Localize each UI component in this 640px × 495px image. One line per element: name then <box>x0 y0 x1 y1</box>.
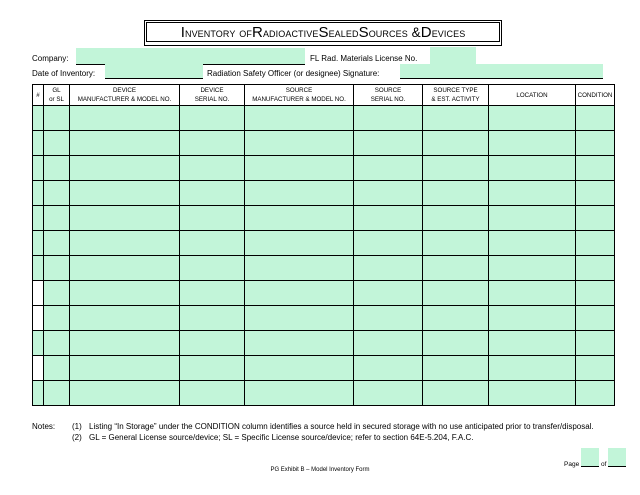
source-manufacturer-cell[interactable] <box>245 331 354 356</box>
source-type-cell[interactable] <box>423 206 489 231</box>
row-number-cell <box>33 281 44 306</box>
table-row <box>33 281 615 306</box>
gl-sl-cell[interactable] <box>44 281 70 306</box>
notes-label: Notes: <box>32 422 56 431</box>
page-total-field[interactable] <box>608 448 626 467</box>
condition-cell[interactable] <box>576 106 615 131</box>
condition-cell[interactable] <box>576 181 615 206</box>
gl-sl-cell[interactable] <box>44 231 70 256</box>
source-type-cell[interactable] <box>423 281 489 306</box>
gl-sl-cell[interactable] <box>44 306 70 331</box>
source-type-cell[interactable] <box>423 181 489 206</box>
condition-cell[interactable] <box>576 256 615 281</box>
location-cell[interactable] <box>489 156 576 181</box>
date-field[interactable] <box>105 64 203 79</box>
condition-cell[interactable] <box>576 381 615 406</box>
device-manufacturer-cell[interactable] <box>70 156 180 181</box>
col-header-gl-sl: GL or SL <box>44 85 70 106</box>
source-type-cell[interactable] <box>423 381 489 406</box>
company-field[interactable] <box>76 48 305 65</box>
location-cell[interactable] <box>489 281 576 306</box>
device-serial-cell[interactable] <box>180 256 245 281</box>
col-header-number: # <box>33 85 44 106</box>
location-cell[interactable] <box>489 356 576 381</box>
device-serial-cell[interactable] <box>180 356 245 381</box>
source-type-cell[interactable] <box>423 331 489 356</box>
col-header-condition: CONDITION <box>576 85 615 106</box>
device-serial-cell[interactable] <box>180 306 245 331</box>
device-manufacturer-cell[interactable] <box>70 106 180 131</box>
gl-sl-cell[interactable] <box>44 256 70 281</box>
device-manufacturer-cell[interactable] <box>70 381 180 406</box>
condition-cell[interactable] <box>576 356 615 381</box>
note-2-number: (2) <box>72 433 82 442</box>
location-cell[interactable] <box>489 206 576 231</box>
device-serial-cell[interactable] <box>180 131 245 156</box>
page-of-label: of <box>601 461 607 468</box>
row-number-cell <box>33 381 44 406</box>
row-number-cell <box>33 156 44 181</box>
source-manufacturer-cell[interactable] <box>245 106 354 131</box>
date-label: Date of Inventory: <box>32 69 96 78</box>
table-row <box>33 231 615 256</box>
col-header-device-serial: DEVICE SERIAL NO. <box>180 85 245 106</box>
condition-cell[interactable] <box>576 306 615 331</box>
condition-cell[interactable] <box>576 231 615 256</box>
condition-cell[interactable] <box>576 131 615 156</box>
device-manufacturer-cell[interactable] <box>70 331 180 356</box>
source-serial-cell[interactable] <box>354 231 423 256</box>
footer-caption: PG Exhibit B – Model Inventory Form <box>270 467 370 473</box>
row-number-cell <box>33 231 44 256</box>
location-cell[interactable] <box>489 181 576 206</box>
location-cell[interactable] <box>489 306 576 331</box>
condition-cell[interactable] <box>576 281 615 306</box>
row-number-cell <box>33 306 44 331</box>
location-cell[interactable] <box>489 231 576 256</box>
rso-signature-label: Radiation Safety Officer (or designee) Signature: <box>207 69 380 78</box>
location-cell[interactable] <box>489 106 576 131</box>
device-manufacturer-cell[interactable] <box>70 281 180 306</box>
source-type-cell[interactable] <box>423 356 489 381</box>
row-number-cell <box>33 106 44 131</box>
source-serial-cell[interactable] <box>354 331 423 356</box>
col-header-source-serial: SOURCE SERIAL NO. <box>354 85 423 106</box>
row-number-cell <box>33 206 44 231</box>
gl-sl-cell[interactable] <box>44 331 70 356</box>
page-number-field[interactable] <box>581 448 599 467</box>
table-row <box>33 306 615 331</box>
table-row <box>33 381 615 406</box>
gl-sl-cell[interactable] <box>44 156 70 181</box>
source-type-cell[interactable] <box>423 306 489 331</box>
device-serial-cell[interactable] <box>180 181 245 206</box>
location-cell[interactable] <box>489 381 576 406</box>
source-serial-cell[interactable] <box>354 356 423 381</box>
condition-cell[interactable] <box>576 156 615 181</box>
form-title-box <box>144 20 502 46</box>
note-1: Listing “In Storage” under the CONDITION column identifies a source held in secured storage with no use anticipated prior to transfer/disposal. <box>89 422 594 431</box>
note-2: GL = General License source/device; SL = Specific License source/device; refer to section 64E-5.204, F.A.C. <box>89 433 474 442</box>
source-serial-cell[interactable] <box>354 281 423 306</box>
source-serial-cell[interactable] <box>354 106 423 131</box>
device-serial-cell[interactable] <box>180 331 245 356</box>
device-serial-cell[interactable] <box>180 106 245 131</box>
page-label: Page <box>564 461 580 468</box>
device-serial-cell[interactable] <box>180 381 245 406</box>
source-serial-cell[interactable] <box>354 156 423 181</box>
gl-sl-cell[interactable] <box>44 106 70 131</box>
device-serial-cell[interactable] <box>180 231 245 256</box>
location-cell[interactable] <box>489 331 576 356</box>
row-number-cell <box>33 256 44 281</box>
license-label: FL Rad. Materials License No. <box>310 54 418 63</box>
gl-sl-cell[interactable] <box>44 131 70 156</box>
gl-sl-cell[interactable] <box>44 356 70 381</box>
device-serial-cell[interactable] <box>180 156 245 181</box>
note-1-number: (1) <box>72 422 82 431</box>
device-manufacturer-cell[interactable] <box>70 181 180 206</box>
device-manufacturer-cell[interactable] <box>70 306 180 331</box>
source-serial-cell[interactable] <box>354 256 423 281</box>
gl-sl-cell[interactable] <box>44 381 70 406</box>
source-serial-cell[interactable] <box>354 181 423 206</box>
col-header-source-manufacturer: SOURCE MANUFACTURER & MODEL NO. <box>245 85 354 106</box>
source-manufacturer-cell[interactable] <box>245 181 354 206</box>
col-header-source-type: SOURCE TYPE & EST. ACTIVITY <box>423 85 489 106</box>
table-row <box>33 331 615 356</box>
condition-cell[interactable] <box>576 206 615 231</box>
device-manufacturer-cell[interactable] <box>70 206 180 231</box>
company-label: Company: <box>32 54 69 63</box>
source-serial-cell[interactable] <box>354 306 423 331</box>
rso-signature-field[interactable] <box>400 64 603 79</box>
location-cell[interactable] <box>489 256 576 281</box>
device-manufacturer-cell[interactable] <box>70 131 180 156</box>
gl-sl-cell[interactable] <box>44 206 70 231</box>
source-manufacturer-cell[interactable] <box>245 131 354 156</box>
row-number-cell <box>33 356 44 381</box>
condition-cell[interactable] <box>576 331 615 356</box>
gl-sl-cell[interactable] <box>44 181 70 206</box>
source-manufacturer-cell[interactable] <box>245 381 354 406</box>
source-manufacturer-cell[interactable] <box>245 306 354 331</box>
source-serial-cell[interactable] <box>354 381 423 406</box>
col-header-device-manufacturer: DEVICE MANUFACTURER & MODEL NO. <box>70 85 180 106</box>
table-row <box>33 206 615 231</box>
source-manufacturer-cell[interactable] <box>245 231 354 256</box>
location-cell[interactable] <box>489 131 576 156</box>
table-row <box>33 256 615 281</box>
source-manufacturer-cell[interactable] <box>245 356 354 381</box>
row-number-cell <box>33 331 44 356</box>
license-field[interactable] <box>430 47 476 65</box>
table-row <box>33 131 615 156</box>
source-type-cell[interactable] <box>423 131 489 156</box>
table-row <box>33 156 615 181</box>
col-header-location: LOCATION <box>489 85 576 106</box>
source-serial-cell[interactable] <box>354 206 423 231</box>
table-header-row <box>33 85 615 106</box>
device-manufacturer-cell[interactable] <box>70 256 180 281</box>
row-number-cell <box>33 131 44 156</box>
device-manufacturer-cell[interactable] <box>70 356 180 381</box>
device-serial-cell[interactable] <box>180 206 245 231</box>
source-type-cell[interactable] <box>423 106 489 131</box>
notes <box>32 421 594 443</box>
source-serial-cell[interactable] <box>354 131 423 156</box>
table-row <box>33 181 615 206</box>
source-type-cell[interactable] <box>423 156 489 181</box>
source-manufacturer-cell[interactable] <box>245 281 354 306</box>
table-row <box>33 106 615 131</box>
device-serial-cell[interactable] <box>180 281 245 306</box>
source-manufacturer-cell[interactable] <box>245 206 354 231</box>
row-number-cell <box>33 181 44 206</box>
inventory-table <box>32 84 615 406</box>
form-title: I nventory of R adioactive S ealed S ources & D evices <box>146 22 500 42</box>
source-type-cell[interactable] <box>423 231 489 256</box>
source-manufacturer-cell[interactable] <box>245 156 354 181</box>
source-manufacturer-cell[interactable] <box>245 256 354 281</box>
device-manufacturer-cell[interactable] <box>70 231 180 256</box>
source-type-cell[interactable] <box>423 256 489 281</box>
table-row <box>33 356 615 381</box>
inventory-table-body <box>33 106 615 406</box>
